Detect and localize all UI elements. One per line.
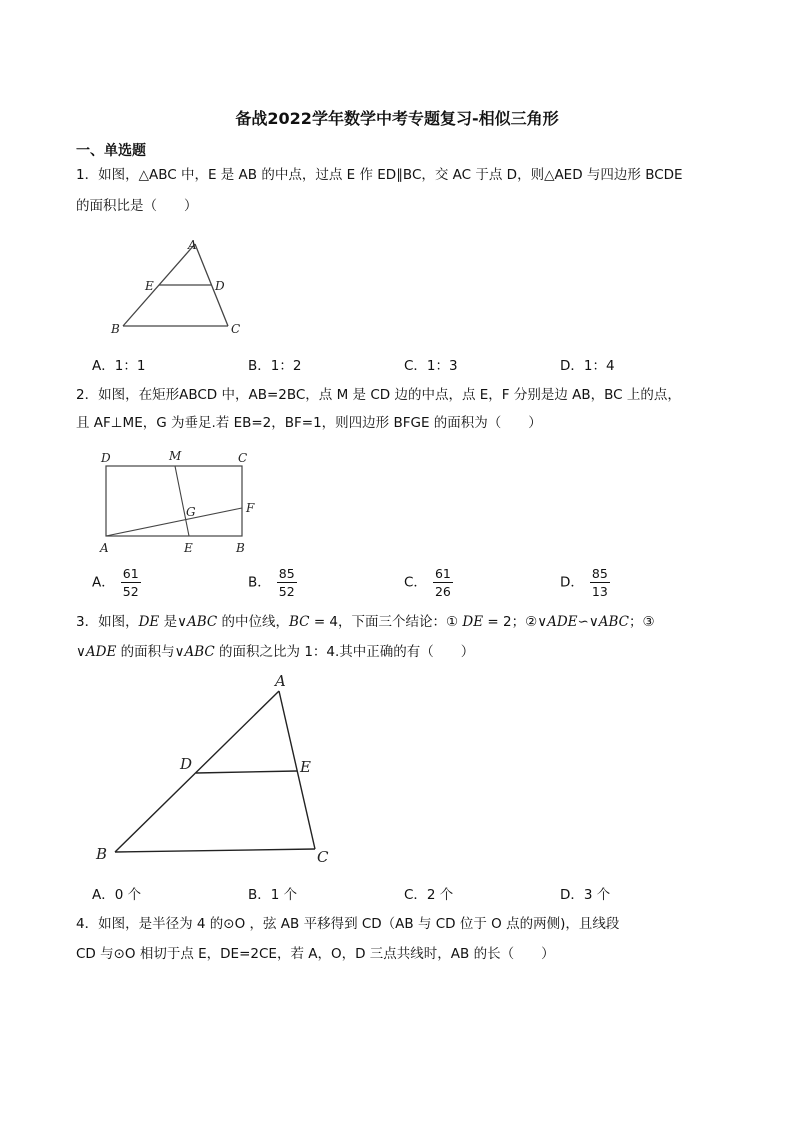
q3-text-part: = 2；② bbox=[483, 614, 538, 630]
q2-option-b-fraction bbox=[277, 566, 297, 599]
q1-option-a[interactable]: A．1：1 bbox=[92, 358, 146, 374]
q2-option-c-denominator: 26 bbox=[434, 584, 451, 599]
q1-option-d[interactable]: D．1：4 bbox=[560, 358, 615, 374]
q3-option-d[interactable]: D．3 个 bbox=[560, 887, 611, 903]
q2-rectangle-figure bbox=[96, 446, 268, 558]
q2-option-b-prefix: B． bbox=[248, 574, 271, 591]
q3-text-line2 bbox=[76, 642, 474, 662]
q2-label-e: E bbox=[184, 541, 193, 555]
q3-math-triangle-abc-2: ∨ABC bbox=[174, 644, 215, 660]
q1-text-line1: 1．如图，△ABC 中，E 是 AB 的中点，过点 E 作 ED∥BC，交 AC 于点 D，则△AED 与四边形 BCDE bbox=[76, 167, 683, 183]
q2-option-d-numerator: 85 bbox=[591, 566, 608, 581]
q2-option-a-fraction bbox=[121, 566, 141, 599]
q3-label-c: C bbox=[317, 848, 329, 866]
q3-label-a: A bbox=[275, 672, 286, 690]
q2-option-c-numerator: 61 bbox=[434, 566, 451, 581]
q2-label-b: B bbox=[236, 541, 245, 555]
q2-option-a[interactable] bbox=[92, 566, 141, 599]
q2-label-m: M bbox=[169, 449, 182, 463]
q1-label-e: E bbox=[145, 279, 154, 293]
q2-option-d[interactable] bbox=[560, 566, 610, 599]
q3-math-triangle-ade: ∨ADE bbox=[76, 644, 117, 660]
q2-option-a-denominator: 52 bbox=[122, 584, 139, 599]
q2-label-a: A bbox=[100, 541, 109, 555]
q3-option-c[interactable]: C．2 个 bbox=[404, 887, 454, 903]
q2-option-d-fraction bbox=[590, 566, 610, 599]
q2-option-b[interactable] bbox=[248, 566, 297, 599]
q2-segment-me bbox=[175, 466, 189, 536]
q3-text-part: 3．如图， bbox=[76, 614, 139, 630]
q3-text-part: 的中位线， bbox=[217, 614, 290, 630]
q1-label-b: B bbox=[111, 322, 120, 336]
q2-text-line1: 2．如图，在矩形ABCD 中，AB=2BC，点 M 是 CD 边的中点，点 E，F 分别是边 AB，BC 上的点， bbox=[76, 387, 681, 403]
q2-option-c-fraction bbox=[433, 566, 453, 599]
q2-option-a-prefix: A． bbox=[92, 574, 115, 591]
q2-option-b-numerator: 85 bbox=[278, 566, 295, 581]
q3-triangle-figure bbox=[90, 666, 340, 872]
q1-triangle-figure bbox=[108, 236, 258, 340]
q3-math-bc: BC bbox=[289, 614, 310, 630]
q3-text-part: = 4，下面三个结论：① bbox=[309, 614, 463, 630]
q3-label-e: E bbox=[300, 758, 311, 776]
q3-text-line1 bbox=[76, 612, 655, 632]
q2-option-a-numerator: 61 bbox=[122, 566, 139, 581]
q1-text-line2: 的面积比是（ ） bbox=[76, 198, 198, 214]
q2-option-d-prefix: D． bbox=[560, 574, 584, 591]
q3-option-a[interactable]: A．0 个 bbox=[92, 887, 142, 903]
q4-text-line2: CD 与⊙O 相切于点 E，DE=2CE，若 A，O，D 三点共线时，AB 的长（ ） bbox=[76, 946, 555, 962]
q1-label-a: A bbox=[188, 238, 197, 252]
q3-option-b[interactable]: B．1 个 bbox=[248, 887, 298, 903]
q4-text-line1: 4．如图，是半径为 4 的⊙O ，弦 AB 平移得到 CD（AB 与 CD 位于 O 点的两侧)，且线段 bbox=[76, 916, 620, 932]
q1-label-d: D bbox=[215, 279, 225, 293]
q2-label-c: C bbox=[238, 451, 248, 465]
q3-label-d: D bbox=[180, 755, 193, 773]
q3-math-de: DE bbox=[138, 614, 160, 630]
q3-label-b: B bbox=[96, 845, 108, 863]
q2-option-d-denominator: 13 bbox=[591, 584, 608, 599]
q3-math-similar: ∨ADE∽∨ABC bbox=[537, 614, 629, 630]
q2-segment-af bbox=[106, 508, 242, 536]
q1-label-c: C bbox=[231, 322, 241, 336]
q2-option-b-denominator: 52 bbox=[278, 584, 295, 599]
q3-text-part: 的面积与 bbox=[116, 644, 175, 660]
q3-math-triangle-abc: ∨ABC bbox=[177, 614, 218, 630]
q3-text-part: ；③ bbox=[628, 614, 655, 630]
q1-option-b[interactable]: B．1：2 bbox=[248, 358, 302, 374]
q2-option-c-prefix: C． bbox=[404, 574, 427, 591]
q3-text-part: 的面积之比为 1：4.其中正确的有（ ） bbox=[214, 644, 475, 660]
q2-option-c[interactable] bbox=[404, 566, 453, 599]
q1-option-c[interactable]: C．1：3 bbox=[404, 358, 458, 374]
q3-math-de-2: DE bbox=[462, 614, 484, 630]
q3-side-bc bbox=[115, 849, 315, 852]
q3-text-part: 是 bbox=[159, 614, 178, 630]
q2-rectangle-abcd bbox=[106, 466, 242, 536]
q2-label-g: G bbox=[186, 505, 196, 519]
section-heading: 一、单选题 bbox=[76, 143, 146, 159]
q3-segment-de bbox=[196, 771, 297, 773]
page-title: 备战2022学年数学中考专题复习-相似三角形 bbox=[235, 109, 559, 128]
q2-text-line2: 且 AF⊥ME，G 为垂足.若 EB=2，BF=1，则四边形 BFGE 的面积为（ ） bbox=[76, 415, 542, 431]
q2-label-d: D bbox=[101, 451, 111, 465]
q2-label-f: F bbox=[246, 501, 255, 515]
